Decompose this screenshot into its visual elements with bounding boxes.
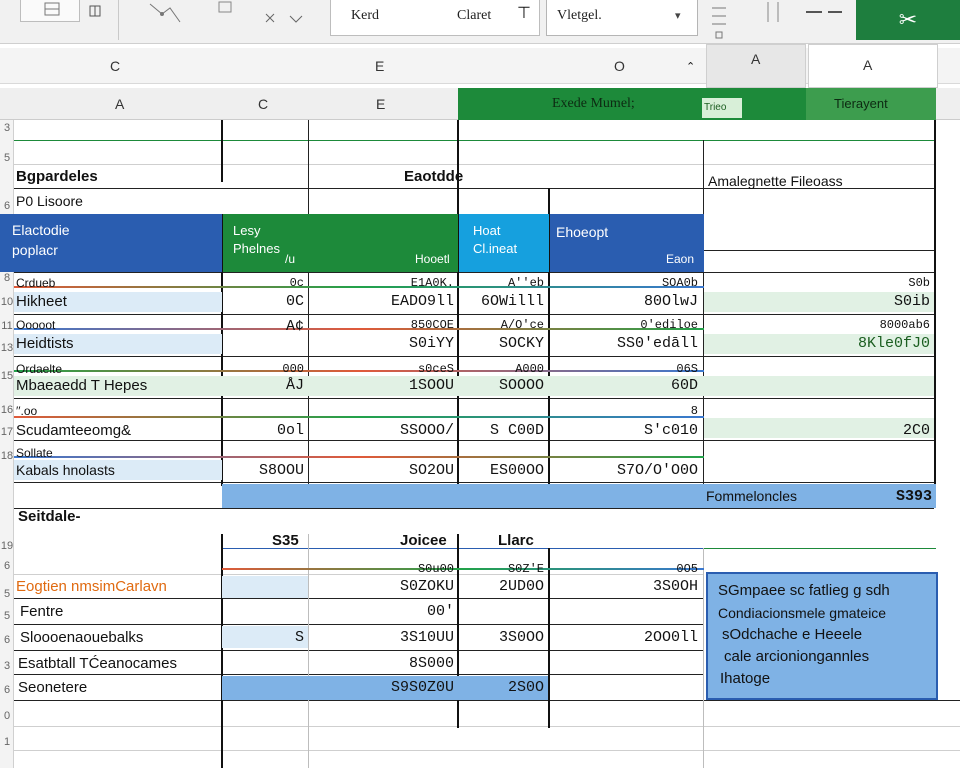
section-title[interactable]: Seitdale- [18,508,81,525]
note-line: Condiacionsmele gmateice [718,605,887,621]
cell[interactable]: 0C [285,293,304,310]
header-cyan-label: Hoat Cl.ineat [473,223,518,256]
col-label-e: E [375,58,385,74]
row-label[interactable]: Seonetere [18,679,88,696]
scatter-icon[interactable] [140,0,190,30]
cell[interactable]: S0u00 [417,562,454,576]
cell[interactable]: 00′ [426,603,454,620]
cell[interactable]: SOCKY [498,335,544,352]
cell[interactable]: 8Kle0fJ0 [857,335,930,352]
cell[interactable]: SO2OU [408,462,454,479]
cell[interactable]: 0c [289,276,304,290]
cell[interactable]: 2S0O [507,679,544,696]
row-label-top: Ordaelte [16,362,63,376]
row-label[interactable]: Esatbtall TĆeanocames [18,655,177,672]
header-blue2-small: Eaon [666,252,695,266]
cell[interactable]: S [294,629,304,646]
note-line: sOdchache e Heeele [722,626,863,643]
cell[interactable]: 80OlwJ [643,293,698,310]
total-band[interactable] [222,484,936,508]
column-header[interactable]: Joicee [400,532,447,549]
row-number[interactable]: 17 [0,426,14,438]
row-label[interactable]: Kabals hnolasts [16,462,115,478]
row-label[interactable]: Scudamteeomg& [16,422,132,439]
cell[interactable]: 3S0OO [498,629,544,646]
note-line: SGmpaee sc fatlieg g sdh [718,582,890,599]
cell[interactable]: 2OO0ll [643,629,698,646]
header-green[interactable] [223,214,309,272]
band-label: Fommeloncles [706,488,798,504]
style-dropdown-value: Vletgel. [557,8,602,23]
row-number[interactable]: 3 [3,122,11,134]
cell[interactable]: S C00D [489,422,544,439]
row-label-top: Sollate [16,446,53,460]
font-label[interactable]: Kerd [351,8,379,23]
row-number[interactable]: 15 [0,370,14,382]
tag-badge [702,98,742,118]
cell[interactable]: S9S0Z0U [390,679,454,696]
header-blue-label: Elactodie poplacr [12,222,70,258]
ribbon-toolbar [0,0,960,44]
formula-box-value: A [863,57,873,73]
cell[interactable]: SS0′edāll [616,335,698,352]
column-header[interactable]: Llarc [498,532,534,549]
sheet-subtitle[interactable]: P0 Lisoore [16,193,83,209]
row-label[interactable]: Hikheet [16,293,67,310]
header-blue2[interactable] [550,214,704,272]
right-tab[interactable] [806,88,936,120]
cell[interactable]: 0O5 [676,562,698,576]
cell[interactable]: A′′eb [507,276,544,290]
row-label[interactable]: Heidtists [16,335,74,352]
cell[interactable]: 0′ediloe [640,318,698,332]
cell[interactable]: 3S0OH [652,578,698,595]
ribbon-divider [118,0,119,40]
cell[interactable]: A/O′ce [500,318,544,332]
cell[interactable]: s0ceS [417,362,454,376]
accent-line [14,456,704,458]
sort-icon[interactable] [262,4,312,28]
row-label[interactable]: Mbaeaedd T Hepes [16,377,148,394]
tools-icon[interactable]: ✂ [856,0,960,40]
columns-icon[interactable] [86,2,108,22]
cell[interactable]: 850COE [410,318,454,332]
column-header-e[interactable]: E [376,96,386,112]
cell[interactable]: A000 [515,362,544,376]
split-icon[interactable] [760,0,790,30]
row-label-top: ′′.oo [16,404,38,418]
row-number[interactable]: 8 [3,272,11,284]
row-number[interactable]: 6 [3,560,11,572]
row-number[interactable]: 19 [0,540,14,552]
cell[interactable]: SSOOO/ [399,422,454,439]
column-header-row [0,88,960,120]
name-box[interactable] [706,44,806,88]
row-fill [222,576,308,598]
cell[interactable]: EADO9ll [390,293,454,310]
chart-icon[interactable] [215,0,245,20]
tag-badge-label: Trieo [704,102,727,113]
row-number[interactable]: 5 [3,610,11,622]
row-number[interactable]: 6 [3,634,11,646]
header-green-small: /u [285,252,296,266]
cell[interactable]: S0Z′E [507,562,544,576]
cell[interactable]: SOA0b [661,276,698,290]
column-header[interactable]: S35 [272,532,299,549]
header-blue2-label: Ehoeopt [556,224,609,240]
caret-up-icon: ⌃ [686,61,696,73]
center-label[interactable]: Eaotdde [404,168,464,185]
cell[interactable]: 8 [690,404,698,418]
header-green-label: Lesy Phelnes [233,223,280,256]
note-line: Ihatoge [720,670,771,687]
row-number[interactable]: 3 [3,660,11,672]
chart-label[interactable]: Claret [457,8,492,23]
note-box[interactable] [706,572,938,700]
green-tab-label: Exede Mumel; [552,96,635,111]
column-header-a[interactable]: A [115,96,125,112]
row-number[interactable]: 16 [0,404,14,416]
right-tab-label: Tierayent [834,96,888,111]
header-blue[interactable] [0,214,222,272]
name-box-value: A [751,51,761,67]
cell[interactable]: 60D [670,377,698,394]
cell[interactable]: A¢ [285,318,304,335]
style-dropdown[interactable] [546,0,698,36]
cell[interactable]: S0iYY [408,335,454,352]
menu-icon[interactable] [708,2,728,42]
cell[interactable]: S′c010 [643,422,698,439]
row-label[interactable]: Fentre [20,603,64,620]
green-tab[interactable] [458,88,806,120]
format-icon[interactable]: ⊤ [517,5,531,22]
row-label[interactable]: Eogtien nmsimCarlavn [16,578,167,595]
row-number[interactable]: 6 [3,684,11,696]
cell[interactable]: S7O/O′O0O [616,462,698,479]
band-value: S393 [895,488,932,505]
cell[interactable]: S8OOU [258,462,304,479]
row-number[interactable]: 5 [3,152,11,164]
col-label-c: C [110,58,121,74]
cell[interactable]: S0ib [893,293,930,310]
row-number[interactable]: 18 [0,450,14,462]
sheet-title[interactable]: Bgpardeles [16,168,98,185]
align-icon[interactable] [802,6,846,26]
formula-box[interactable] [808,44,938,88]
row-label-top: Ooooot [16,318,56,332]
row-number[interactable]: 6 [3,200,11,212]
cell[interactable]: 0ol [276,422,304,439]
cell[interactable]: 000 [282,362,304,376]
cell[interactable]: 2C0 [902,422,930,439]
header-cyan[interactable] [459,214,549,272]
cell[interactable]: S0ZOKU [399,578,454,595]
row-number[interactable]: 13 [0,342,14,354]
cell[interactable]: 6OWilll [480,293,544,310]
chevron-down-icon: ▾ [675,10,681,22]
column-bar [0,48,960,84]
row-number[interactable]: 0 [3,710,11,722]
cell[interactable]: ÅJ [285,377,304,394]
row-number[interactable]: 1 [3,736,11,748]
header-green2-label: Hooetl [415,252,450,266]
font-group [330,0,540,36]
row-number[interactable]: 11 [1,320,13,332]
row-number[interactable]: 5 [3,588,11,600]
cell[interactable]: SOOOO [498,377,544,394]
row-number[interactable]: 10 [0,296,14,308]
cell[interactable]: S0b [908,276,930,290]
row-label[interactable]: Sloooenaouebalks [20,629,144,646]
table-icon[interactable] [20,0,80,22]
note-line: cale arcioniongannles [724,648,870,665]
column-header-c[interactable]: C [258,96,269,112]
right-label[interactable]: Amalegnette Fileoass [708,173,843,189]
row-label-top: Crdueb [16,276,56,290]
cell[interactable]: 06S [676,362,698,376]
header-green2[interactable] [309,214,458,272]
cell[interactable]: 2UD0O [498,578,544,595]
cell[interactable]: E1A0K. [410,276,454,290]
cell[interactable]: 8S000 [408,655,454,672]
col-label-o: O [614,58,625,74]
cell[interactable]: ES00OO [489,462,544,479]
cell[interactable]: 3S10UU [399,629,454,646]
cell[interactable]: 1SOOU [408,377,454,394]
cell[interactable]: 8000ab6 [879,318,930,332]
